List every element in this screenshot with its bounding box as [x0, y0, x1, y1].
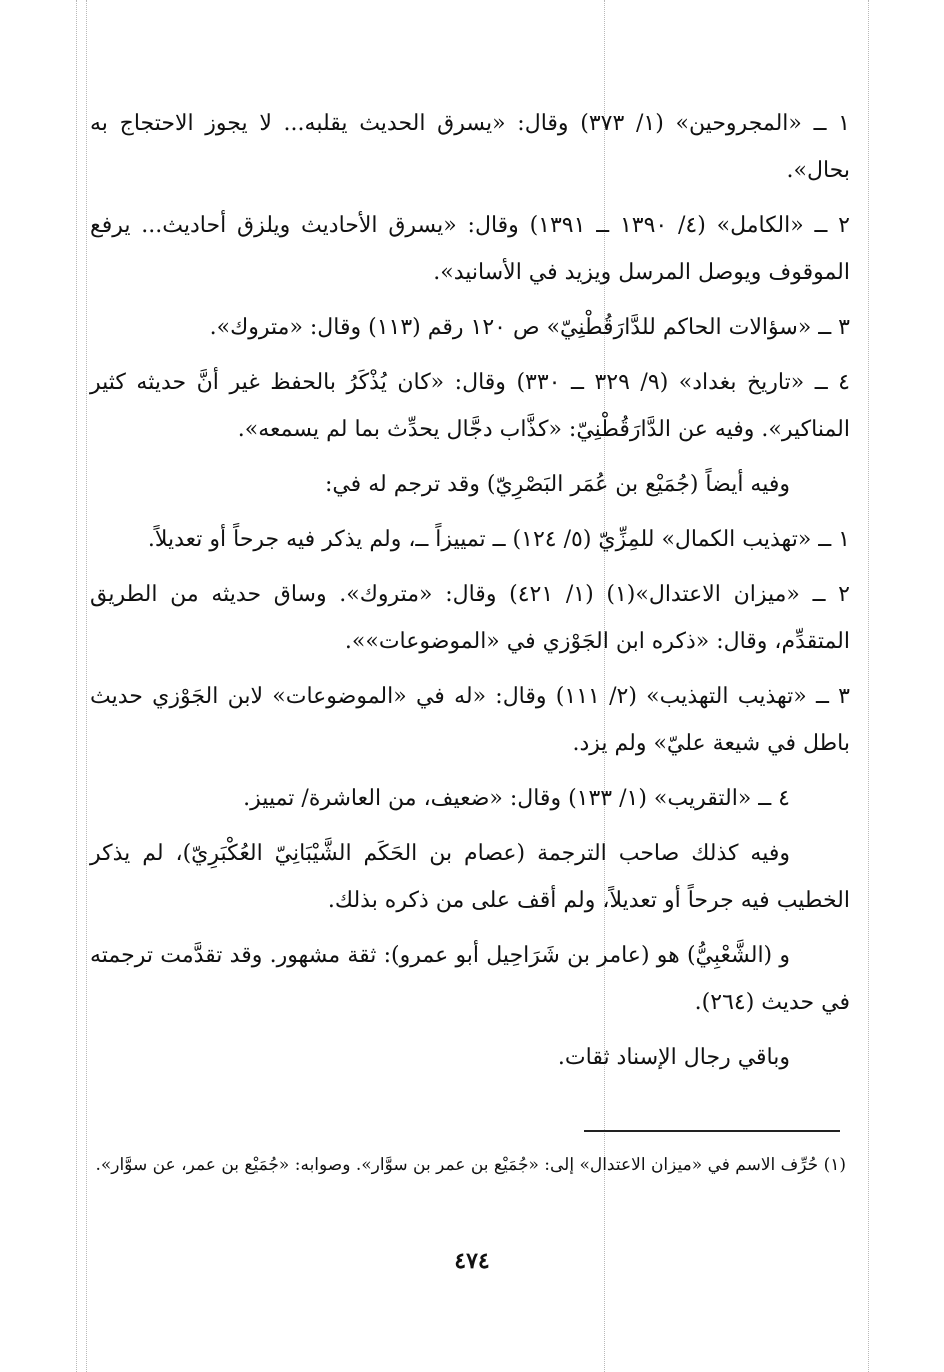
paragraph-6: ١ ــ «تهذيب الكمال» للمِزِّيّ (٥/ ١٢٤) ــ تمييزاً ــ، ولم يذكر فيه جرحاً أو تعديلاً. [147, 527, 850, 552]
page-number: ٤٧٤ [454, 1248, 490, 1274]
scan-guide-line [76, 0, 77, 1372]
paragraph-9: ٤ ــ «التقريب» (١/ ١٣٣) وقال: «ضعيف، من العاشرة/ تمييز. [243, 786, 790, 811]
paragraph-5: وفيه أيضاً (جُمَيْع بن عُمَر البَصْرِيّ) وقد ترجم له في: [324, 472, 790, 497]
paragraph-8: ٣ ــ «تهذيب التهذيب» (٢/ ١١١) وقال: «له في «الموضوعات» لابن الجَوْزي حديث باطل في شيعة عليّ» ولم يزد. [90, 684, 850, 756]
footnote: (١) حُرِّف الاسم في «ميزان الاعتدال» إلى: «جُمَيْع بن عمر بن سوَّار». وصوابه: «جُمَيْع بن عمر، عن سوَّار». [95, 1155, 846, 1175]
paragraph-10: وفيه كذلك صاحب الترجمة (عصام بن الحَكَم الشَّيْبَانِيّ العُكْبَرِيّ)، لم يذكر الخطيب فيه جرحاً أو تعديلاً، ولم أقف على من ذكره بذلك. [90, 841, 850, 913]
paragraph-3: ٣ ــ «سؤالات الحاكم للدَّارَقُطْنِيّ» ص ١٢٠ رقم (١١٣) وقال: «متروك». [209, 315, 850, 340]
paragraph-1: ١ ــ «المجروحين» (١/ ٣٧٣) وقال: «يسرق الحديث يقلبه... لا يجوز الاحتجاج به بحال». [90, 111, 850, 183]
scan-guide-line [86, 0, 87, 1372]
paragraph-2: ٢ ــ «الكامل» (٤/ ١٣٩٠ ــ ١٣٩١) وقال: «يسرق الأحاديث ويلزق أحاديث... يرفع الموقوف ويوصل المرسل ويزيد في الأسانيد». [90, 213, 850, 285]
main-text [90, 100, 850, 1089]
paragraph-12: وباقي رجال الإسناد ثقات. [557, 1045, 790, 1070]
footnote-separator [584, 1130, 840, 1132]
paragraph-7: ٢ ــ «ميزان الاعتدال»(١) (١/ ٤٢١) وقال: «متروك». وساق حديثه من الطريق المتقدِّم، وقال: «ذكره ابن الجَوْزي في «الموضوعات»». [90, 582, 850, 654]
paragraph-11: و (الشَّعْبِيُّ) هو (عامر بن شَرَاحِيل أبو عمرو): ثقة مشهور. وقد تقدَّمت ترجمته في حديث (٢٦٤). [90, 943, 850, 1015]
scan-guide-line [868, 0, 869, 1372]
paragraph-4: ٤ ــ «تاريخ بغداد» (٩/ ٣٢٩ ــ ٣٣٠) وقال: «كان يُذْكَرُ بالحفظ غير أنَّ حديثه كثير المناكير». وفيه عن الدَّارَقُطْنِيّ: «كذَّاب دجَّال يحدِّث بما لم يسمعه». [90, 370, 850, 442]
